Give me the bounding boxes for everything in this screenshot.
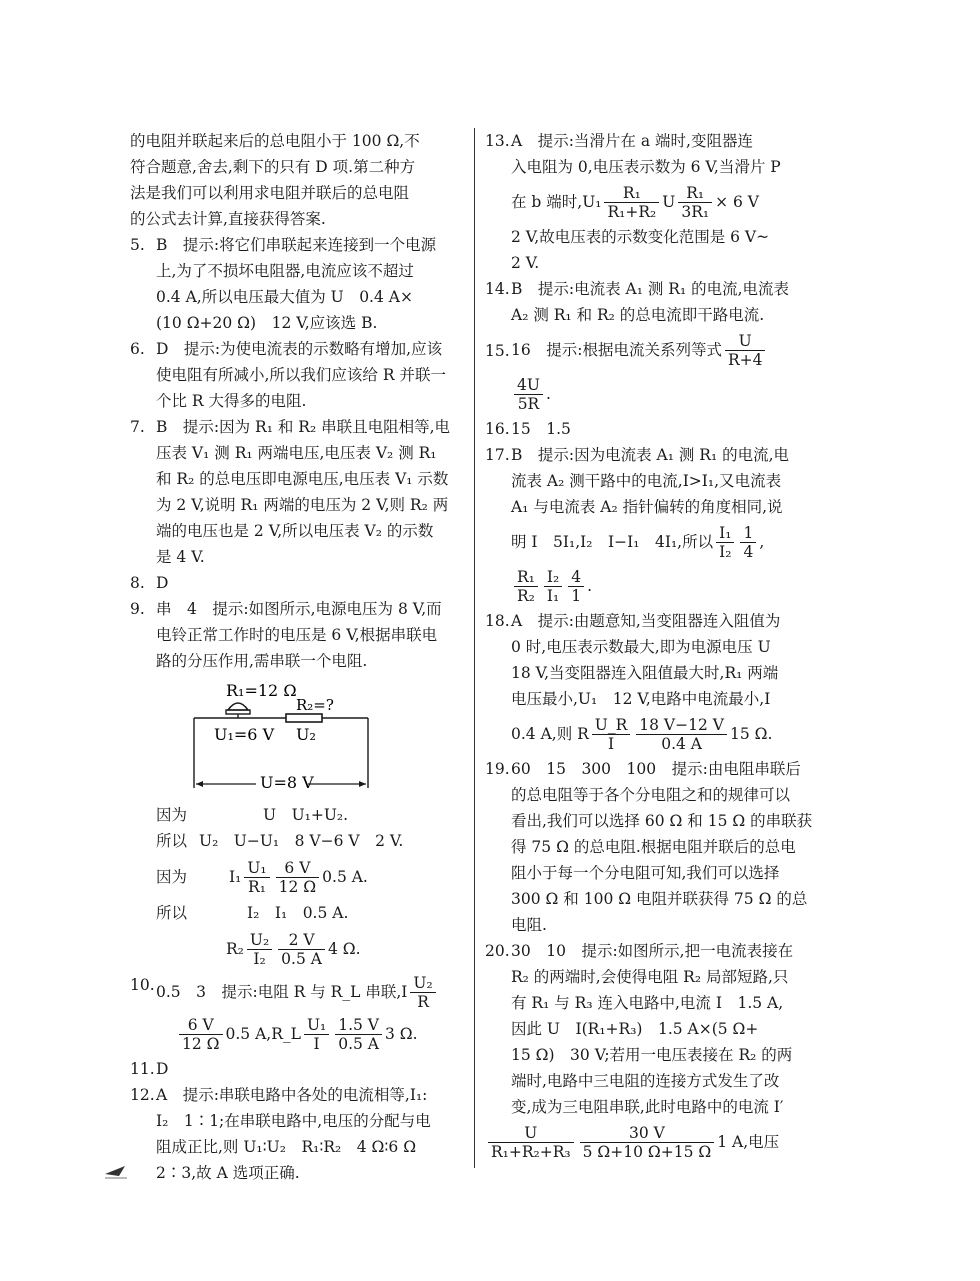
text-line: 16 提示:根据电流关系列等式 $\frac{U}{R+4}$ xyxy=(511,328,825,372)
text-line: 0 时,电压表示数最大,即为电源电压 U xyxy=(511,638,771,656)
text-line: B 提示:将它们串联起来连接到一个电源 xyxy=(156,236,437,254)
text-line: R₂ 的两端时,会使得电阻 R₂ 局部短路,只 xyxy=(511,968,789,986)
answer-5 xyxy=(130,232,470,336)
fraction: $\frac{\text{R₁}}{\text{R₂}}$ xyxy=(514,568,538,605)
question-number: 7. xyxy=(130,418,145,436)
text-line: 变,成为三电阻串联,此时电路中的电流 I′ xyxy=(511,1098,784,1116)
solution-step-5: R₂ $\frac{\text{U₂}}{\text{I₂}}$ $\frac{2 V}{0.5 A}$ 4 Ω. xyxy=(226,930,361,968)
answer-8 xyxy=(130,570,470,596)
solution-step-2: 所以 U₂ U−U₁ 8 V−6 V 2 V. xyxy=(156,832,404,850)
text-line: A₁ 与电流表 A₂ 指针偏转的角度相同,说 xyxy=(511,498,783,516)
text-line: A 提示:当滑片在 a 端时,变阻器连 xyxy=(511,132,753,150)
text-line: 和 R₂ 的总电压即电源电压,电压表 V₁ 示数 xyxy=(156,470,449,488)
fraction: $\frac{U}{R+4}$ xyxy=(725,332,766,369)
answer-6 xyxy=(130,336,470,414)
question-number: 19. xyxy=(485,760,510,778)
text-line: 有 R₁ 与 R₃ 连入电路中,电流 I 1.5 A, xyxy=(511,994,784,1012)
text-line: D xyxy=(156,1060,169,1078)
text-line: 300 Ω 和 100 Ω 电阻并联获得 75 Ω 的总 xyxy=(511,890,808,908)
text-line: $\frac{4U}{5R}$ . xyxy=(511,372,825,416)
fraction: $\frac{2 V}{0.5 A}$ xyxy=(278,931,325,968)
text-line: 0.5 3 提示:电阻 R 与 R_L 串联,I $\frac{\text{U₂}}{R}$ xyxy=(156,972,470,1012)
text-line: $\frac{U}{\text{R₁+R₂+R₃}}$ $\frac{30 V}{5 \Omega+10 \Omega+15 \Omega}$ 1 A,电压 xyxy=(485,1120,825,1164)
text-line: 得 75 Ω 的总电阻.根据电阻并联后的总电 xyxy=(511,838,796,856)
answer-20 xyxy=(485,938,825,1164)
fraction: $\frac{1}{4}$ xyxy=(740,524,756,561)
text-line: 15 1.5 xyxy=(511,420,571,438)
text-line: A₂ 测 R₁ 和 R₂ 的总电流即干路电流. xyxy=(511,306,765,324)
fraction: $\frac{U\_R}{I}$ xyxy=(592,716,630,753)
answer-13 xyxy=(485,128,825,276)
answer-4-continued xyxy=(130,128,470,232)
text-line: 2 V,故电压表的示数变化范围是 6 V~ xyxy=(511,228,770,246)
question-number: 10. xyxy=(130,976,155,994)
text-line: A 提示:由题意知,当变阻器连入阻值为 xyxy=(511,612,781,630)
fraction: $\frac{6 V}{12 \Omega}$ xyxy=(276,859,320,896)
text-line: 18 V,当变阻器连入阻值最大时,R₁ 两端 xyxy=(511,664,779,682)
text-line: 为 2 V,说明 R₁ 两端的电压为 2 V,则 R₂ 两 xyxy=(156,496,449,514)
text-line: 端的电压也是 2 V,所以电压表 V₂ 的示数 xyxy=(156,522,434,540)
fraction: $\frac{\text{U₁}}{\text{R₁}}$ xyxy=(244,859,269,896)
fraction: $\frac{\text{R₁}}{\text{3R₁}}$ xyxy=(678,184,712,221)
text-line: 的总电阻等于各个分电阻之和的规律可以 xyxy=(511,786,791,804)
bell-icon xyxy=(228,703,248,710)
right-column xyxy=(485,128,825,1164)
question-number: 16. xyxy=(485,420,510,438)
text-line: 明 I 5I₁,I₂ I−I₁ 4I₁,所以 $\frac{\text{I₁}}{\text{I₂}}$ $\frac{1}{4}$ , xyxy=(511,523,765,561)
text-line: (10 Ω+20 Ω) 12 V,应该选 B. xyxy=(156,314,378,332)
question-number: 8. xyxy=(130,574,145,592)
text-line: 路的分压作用,需串联一个电阻. xyxy=(156,652,368,670)
text-line: 法是我们可以利用求电阻并联后的总电阻 xyxy=(130,184,410,202)
solution-step-4: 所以 I₂ I₁ 0.5 A. xyxy=(156,904,349,922)
text-line: 是 4 V. xyxy=(156,548,205,566)
text-line: 流表 A₂ 测干路中的电流,I>I₁,又电流表 xyxy=(511,472,782,490)
question-number: 12. xyxy=(130,1086,155,1104)
circuit-label-r1: R₁=12 Ω xyxy=(226,681,297,700)
text-line: 的电阻并联起来后的总电阻小于 100 Ω,不 xyxy=(130,132,420,150)
circuit-diagram xyxy=(190,678,390,792)
answer-11 xyxy=(130,1056,470,1082)
circuit-label-u2: U₂ xyxy=(296,725,316,744)
text-line: 电铃正常工作时的电压是 6 V,根据串联电 xyxy=(156,626,438,644)
text-line: 端时,电路中三电阻的连接方式发生了改 xyxy=(511,1072,780,1090)
page-corner-arrow-icon xyxy=(103,1160,129,1180)
question-number: 9. xyxy=(130,600,145,618)
question-number: 18. xyxy=(485,612,510,630)
circuit-label-u: U=8 V xyxy=(260,773,314,792)
answer-17 xyxy=(485,442,825,608)
answer-16 xyxy=(485,416,825,442)
text-line: 0.4 A,则 R $\frac{U\_R}{I}$ $\frac{18 V-12 V}{0.4 A}$ 15 Ω. xyxy=(511,715,773,753)
resistor-r2 xyxy=(286,714,322,722)
answer-19 xyxy=(485,756,825,938)
fraction: $\frac{1.5 V}{0.5 A}$ xyxy=(335,1016,382,1053)
arrow-left-icon xyxy=(196,781,203,787)
fraction: $\frac{\text{I₁}}{\text{I₂}}$ xyxy=(716,524,734,561)
text-line: B 提示:因为电流表 A₁ 测 R₁ 的电流,电 xyxy=(511,446,790,464)
text-line: 符合题意,舍去,剩下的只有 D 项.第二种方 xyxy=(130,158,416,176)
text-line: 因此 U I(R₁+R₃) 1.5 A×(5 Ω+ xyxy=(511,1020,759,1038)
text-line: $\frac{6 V}{12 \Omega}$ 0.5 A,R_L $\frac{\text{U₁}}{I}$ $\frac{1.5 V}{0.5 A}$ 3 Ω. xyxy=(156,1012,470,1056)
text-line: 个比 R 大得多的电阻. xyxy=(156,392,307,410)
text-line: 阻成正比,则 U₁∶U₂ R₁∶R₂ 4 Ω∶6 Ω xyxy=(156,1138,417,1156)
text-line: 15 Ω) 30 V;若用一电压表接在 R₂ 的两 xyxy=(511,1046,793,1064)
text-line: D xyxy=(156,574,169,592)
fraction: $\frac{\text{I₂}}{\text{I₁}}$ xyxy=(544,568,562,605)
answer-14 xyxy=(485,276,825,328)
text-line: A 提示:串联电路中各处的电流相等,I₁: xyxy=(156,1086,428,1104)
circuit-label-u1: U₁=6 V xyxy=(214,725,275,744)
text-line: I₂ 1∶1;在串联电路中,电压的分配与电 xyxy=(156,1112,431,1130)
question-number: 11. xyxy=(130,1060,155,1078)
question-number: 14. xyxy=(485,280,510,298)
text-line: 电压最小,U₁ 12 V,电路中电流最小,I xyxy=(511,690,771,708)
text-line: 使电阻有所减小,所以我们应该给 R 并联一 xyxy=(156,366,446,384)
fraction: $\frac{6 V}{12 \Omega}$ xyxy=(179,1016,223,1053)
text-line: $\frac{\text{R₁}}{\text{R₂}}$ $\frac{\text{I₂}}{\text{I₁}}$ $\frac{4}{1}$ . xyxy=(511,564,825,608)
fraction: $\frac{\text{R₁}}{\text{R₁+R₂}}$ xyxy=(604,184,659,221)
text-line: 60 15 300 100 提示:由电阻串联后 xyxy=(511,760,801,778)
text-line: 0.4 A,所以电压最大值为 U 0.4 A× xyxy=(156,288,413,306)
text-line: 在 b 端时,U₁ $\frac{\text{R₁}}{\text{R₁+R₂}}$ U $\frac{\text{R₁}}{\text{3R₁}}$ × 6 V xyxy=(511,183,759,221)
question-number: 5. xyxy=(130,236,145,254)
text-line: 电阻. xyxy=(511,916,547,934)
arrow-right-icon xyxy=(359,781,366,787)
answer-15 xyxy=(485,328,825,416)
text-line: 看出,我们可以选择 60 Ω 和 15 Ω 的串联获 xyxy=(511,812,813,830)
text-line: 的公式去计算,直接获得答案. xyxy=(130,210,326,228)
fraction: $\frac{4}{1}$ xyxy=(568,568,584,605)
question-number: 6. xyxy=(130,340,145,358)
question-number: 17. xyxy=(485,446,510,464)
fraction: $\frac{30 V}{5 \Omega+10 \Omega+15 \Omega}$ xyxy=(580,1124,715,1161)
answer-7 xyxy=(130,414,470,570)
question-number: 13. xyxy=(485,132,510,150)
text-line: B 提示:因为 R₁ 和 R₂ 串联且电阻相等,电 xyxy=(156,418,451,436)
question-number: 20. xyxy=(485,942,510,960)
text-line: D 提示:为使电流表的示数略有增加,应该 xyxy=(156,340,443,358)
fraction: $\frac{18 V-12 V}{0.4 A}$ xyxy=(636,716,727,753)
text-line: 上,为了不损坏电阻器,电流应该不超过 xyxy=(156,262,414,280)
circuit-label-r2: R₂=? xyxy=(296,696,334,714)
text-line: B 提示:电流表 A₁ 测 R₁ 的电流,电流表 xyxy=(511,280,790,298)
text-line: 串 4 提示:如图所示,电源电压为 8 V,而 xyxy=(156,600,442,618)
text-line: 30 10 提示:如图所示,把一电流表接在 xyxy=(511,942,794,960)
answer-18 xyxy=(485,608,825,756)
text-line: 2∶3,故 A 选项正确. xyxy=(156,1164,300,1182)
column-divider xyxy=(474,128,475,1168)
fraction: $\frac{\text{U₂}}{\text{I₂}}$ xyxy=(247,931,272,968)
text-line: 压表 V₁ 测 R₁ 两端电压,电压表 V₂ 测 R₁ xyxy=(156,444,437,462)
text-line: 2 V. xyxy=(511,254,540,272)
fraction: $\frac{U}{\text{R₁+R₂+R₃}}$ xyxy=(488,1124,574,1161)
answer-12 xyxy=(130,1082,470,1186)
solution-step-3: 因为 I₁ $\frac{\text{U₁}}{\text{R₁}}$ $\frac{6 V}{12 \Omega}$ 0.5 A. xyxy=(156,858,368,896)
text-line: 入电阻为 0,电压表示数为 6 V,当滑片 P xyxy=(511,158,781,176)
question-number: 15. xyxy=(485,342,510,360)
fraction: $\frac{\text{U₁}}{I}$ xyxy=(304,1016,329,1053)
answer-9 xyxy=(130,596,470,674)
solution-step-1: 因为 U U₁+U₂. xyxy=(156,806,349,824)
bell-base xyxy=(226,710,250,714)
text-line: 阻小于每一个分电阻可知,我们可以选择 xyxy=(511,864,780,882)
fraction: $\frac{\text{U₂}}{R}$ xyxy=(410,974,435,1011)
answer-10 xyxy=(130,972,470,1056)
fraction: $\frac{4U}{5R}$ xyxy=(514,376,543,413)
left-column xyxy=(130,128,470,1186)
